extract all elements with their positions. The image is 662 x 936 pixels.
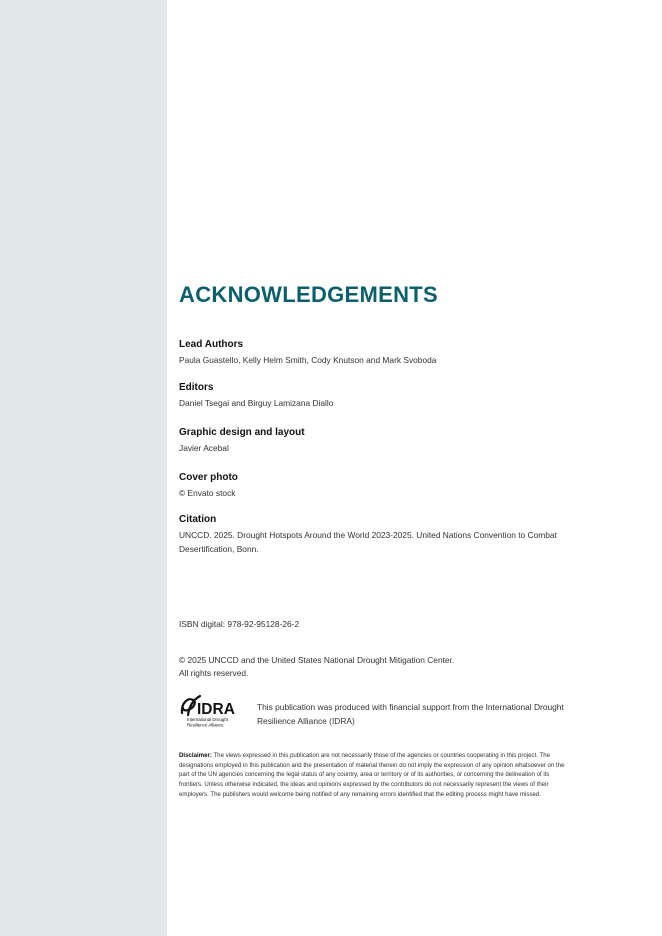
idra-support-text: This publication was produced with financial support from the International Drought Resilience Alliance (IDRA) [257, 702, 564, 726]
section-body: © Envato stock [179, 488, 236, 498]
idra-logo [179, 693, 241, 731]
disclaimer-label: Disclaimer: [179, 752, 212, 759]
page-title: ACKNOWLEDGEMENTS [179, 282, 439, 307]
copyright-line-1: © 2025 UNCCD and the United States National Drought Mitigation Center. [179, 655, 455, 665]
section-graphic-design [179, 426, 579, 456]
section-heading: Editors [179, 382, 214, 393]
section-body: Javier Acebal [179, 443, 229, 453]
section-heading: Lead Authors [179, 339, 244, 350]
idra-logo-mark-icon [179, 693, 241, 731]
idra-support-row [179, 693, 579, 733]
svg-text:Resilience Alliance: Resilience Alliance [187, 722, 224, 728]
disclaimer [179, 751, 573, 800]
section-heading: Citation [179, 514, 217, 525]
sidebar-panel [0, 0, 167, 936]
section-lead-authors [179, 338, 579, 368]
section-body: Daniel Tsegai and Birguy Lamizana Diallo [179, 398, 334, 408]
section-citation [179, 513, 579, 556]
section-heading: Cover photo [179, 472, 238, 483]
section-body: Paula Guastello, Kelly Helm Smith, Cody Knutson and Mark Svoboda [179, 355, 437, 365]
svg-text:IDRA: IDRA [197, 701, 235, 718]
isbn [179, 618, 579, 631]
copyright-line-2: All rights reserved. [179, 667, 249, 678]
section-cover-photo [179, 471, 579, 501]
section-editors [179, 381, 579, 411]
page-content [179, 0, 579, 936]
isbn-text: ISBN digital: 978-92-95128-26-2 [179, 619, 300, 629]
disclaimer-text: The views expressed in this publication are not necessarily those of the agencies or countries cooperating in this project. The designations employed in this publication and the presentation of material therein do not imply the expression of any opinion whatsoever on the part of the UN agencies concerning the legal status of any country, area or territory or of its authorities, or concerning the delineation of its frontiers. Unless otherwise indicated, the ideas and opinions expressed by the contributors do not necessarily represent the views of their employers. The publishers would welcome being notified of any remaining errors identified that the editing process might have missed. [179, 752, 565, 798]
section-body: UNCCD. 2025. Drought Hotspots Around the World 2023-2025. United Nations Convention to Combat Desertification, Bonn. [179, 530, 557, 554]
copyright [179, 654, 579, 679]
svg-text:International Drought: International Drought [187, 717, 229, 722]
section-heading: Graphic design and layout [179, 427, 305, 438]
